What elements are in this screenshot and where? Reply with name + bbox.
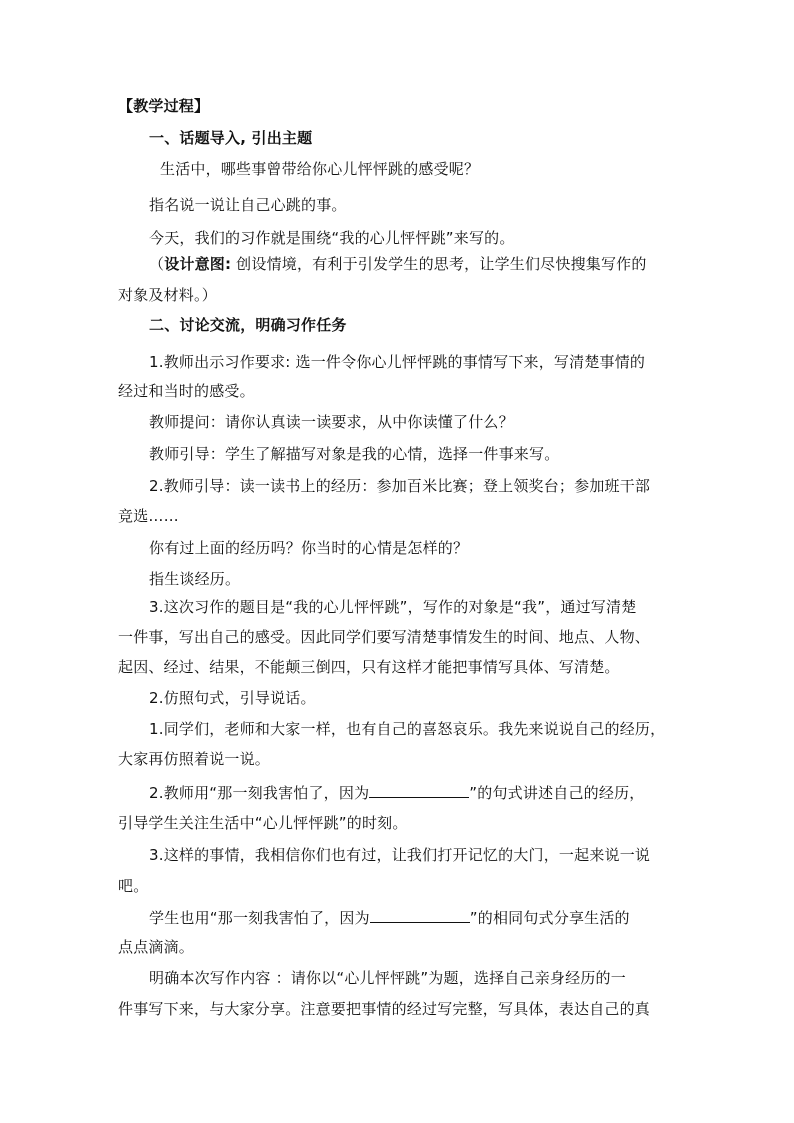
paragraph: 一件事，写出自己的感受。因此同学们要写清楚事情发生的时间、地点、人物、 (118, 628, 651, 646)
sentence-start: 2.教师用“那一刻我害怕了，因为 (149, 784, 370, 802)
paragraph: 指名说一说让自己心跳的事。 (149, 196, 347, 214)
paragraph: 件事写下来，与大家分享。注意要把事情的经过写完整，写具体，表达自己的真 (118, 1000, 651, 1018)
sentence-start: 学生也用“那一刻我害怕了，因为 (149, 909, 370, 927)
paragraph: 大家再仿照着说一说。 (118, 750, 271, 768)
part2-heading: 二、讨论交流，明确习作任务 (149, 316, 347, 334)
paragraph: 对象及材料。） (118, 286, 217, 304)
paragraph: 明确本次写作内容 ：请你以“心儿怦怦跳”为题，选择自己亲身经历的一 (149, 969, 626, 987)
design-intent-text: 创设情境，有利于引发学生的思考，让学生们尽快搜集写作的 (231, 255, 647, 273)
paragraph: 竞选…… (118, 507, 179, 525)
paragraph: 引导学生关注生活中“心儿怦怦跳”的时刻。 (118, 814, 408, 832)
paragraph: 2.教师引导：读一读书上的经历：参加百米比赛；登上领奖台；参加班干部 (149, 477, 651, 495)
paragraph: 你有过上面的经历吗？你当时的心情是怎样的？ (149, 539, 469, 557)
paragraph: 指生谈经历。 (149, 570, 241, 588)
paragraph: 2.仿照句式，引导说话。 (149, 689, 316, 707)
design-intent-line (149, 254, 647, 274)
paragraph: 起因、经过、结果，不能颠三倒四，只有这样才能把事情写具体、写清楚。 (118, 658, 620, 676)
section-title: 【教学过程】 (118, 97, 210, 115)
paren-open: （ (149, 255, 165, 273)
part1-question: 生活中，哪些事曾带给你心儿怦怦跳的感受呢？ (160, 160, 480, 178)
blank-line (370, 908, 470, 923)
sentence-end: ”的相同句式分享生活的 (469, 909, 630, 927)
part1-heading: 一、话题导入, 引出主题 (149, 129, 313, 147)
paragraph: 3.这次习作的题目是“我的心儿怦怦跳”，写作的对象是“我”，通过写清楚 (149, 598, 637, 616)
paragraph: 今天，我们的习作就是围绕“我的心儿怦怦跳”来写的。 (149, 229, 515, 247)
paragraph: 点点滴滴。 (118, 938, 195, 956)
paragraph: 1.同学们，老师和大家一样，也有自己的喜怒哀乐。我先来说说自己的经历， (149, 720, 666, 738)
paragraph: 经过和当时的感受。 (118, 382, 255, 400)
paragraph: 吧。 (118, 877, 149, 895)
design-intent-label: 设计意图: (164, 255, 232, 273)
paragraph: 教师引导：学生了解描写对象是我的心情，选择一件事来写。 (149, 445, 560, 463)
blank-line (369, 783, 469, 798)
fill-in-sentence (149, 908, 630, 928)
sentence-end: ”的句式讲述自己的经历， (469, 784, 645, 802)
paragraph: 3.这样的事情，我相信你们也有过，让我们打开记忆的大门，一起来说一说 (149, 846, 651, 864)
paragraph: 1.教师出示习作要求: 选一件令你心儿怦怦跳的事情写下来，写清楚事情的 (149, 353, 646, 371)
fill-in-sentence (149, 783, 644, 803)
paragraph: 教师提问：请你认真读一读要求，从中你读懂了什么？ (149, 413, 514, 431)
